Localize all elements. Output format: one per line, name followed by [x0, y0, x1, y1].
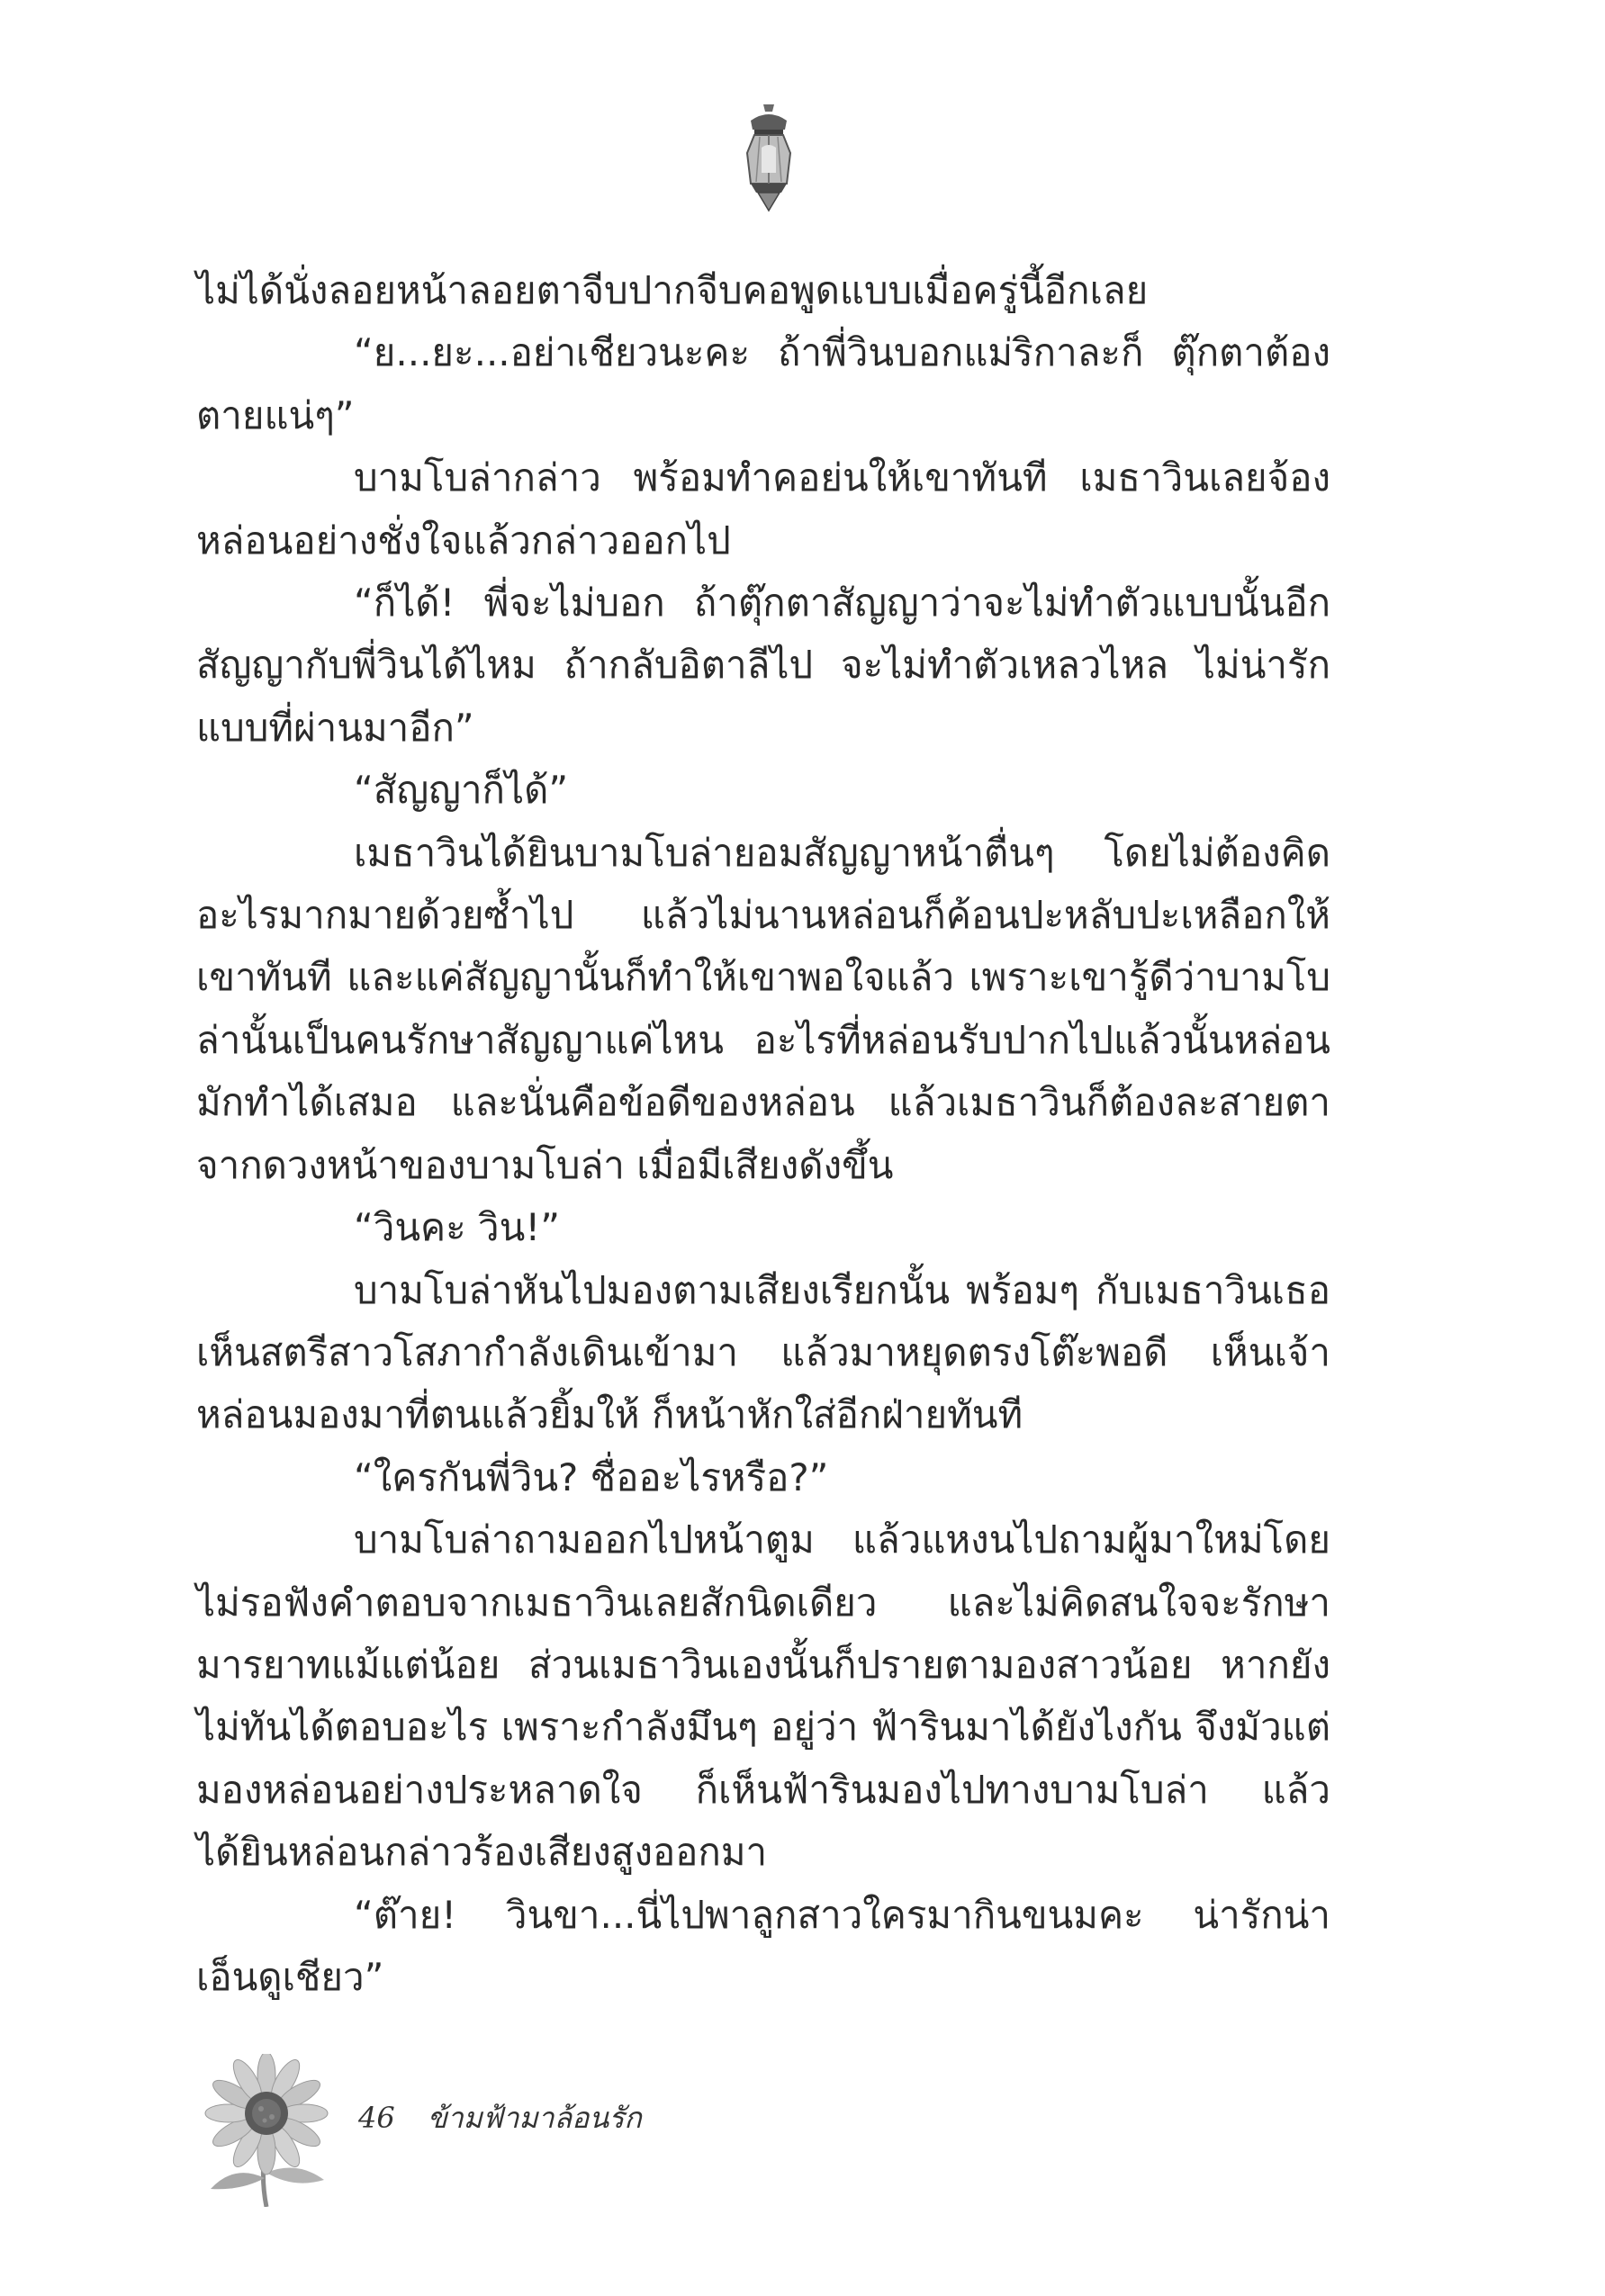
book-title: ข้ามฟ้ามาล้อนรัก: [427, 2101, 642, 2135]
story-paragraph: “ต๊าย! วินขา...นี่ไปพาลูกสาวใครมากินขนมคะ น่ารักน่าเอ็นดูเชียว”: [196, 1892, 1330, 1999]
story-paragraph: เมธาวินได้ยินบามโบล่ายอมสัญญาหน้าตื่นๆ โดยไม่ต้องคิดอะไรมากมายด้วยซ้ำไป แล้วไม่นานหล่อนก็ค้อนปะหลับปะเหลือกให้เขาทันที และแค่สัญญานั้นก็ทำให้เขาพอใจแล้ว เพราะเขารู้ดีว่าบามโบล่านั้นเป็นคนรักษาสัญญาแค่ไหน อะไรที่หล่อนรับปากไปแล้วนั้นหล่อนมักทำได้เสมอ และนั่นคือข้อดีของหล่อน แล้วเมธาวินก็ต้องละสายตาจากดวงหน้าของบามโบล่า เมื่อมีเสียงดังขึ้น: [196, 830, 1330, 1187]
story-paragraph: บามโบล่าถามออกไปหน้าตูม แล้วแหงนไปถามผู้มาใหม่โดยไม่รอฟังคำตอบจากเมธาวินเลยสักนิดเดียว และไม่คิดสนใจจะรักษามารยาทแม้แต่น้อย ส่วนเมธาวินเองนั้นก็ปรายตามองสาวน้อย หากยังไม่ทันได้ตอบอะไร เพราะกำลังมึนๆ อยู่ว่า ฟ้ารินมาได้ยังไงกัน จึงมัวแต่มองหล่อนอย่างประหลาดใจ ก็เห็นฟ้ารินมองไปทางบามโบล่า แล้วได้ยินหล่อนกล่าวร้องเสียงสูงออกมา: [196, 1517, 1330, 1875]
story-paragraph: บามโบล่ากล่าว พร้อมทำคอย่นให้เขาทันที เมธาวินเลยจ้องหล่อนอย่างชั่งใจแล้วกล่าวออกไป: [196, 455, 1330, 563]
page-footer: [358, 2095, 642, 2141]
story-paragraph: บามโบล่าหันไปมองตามเสียงเรียกนั้น พร้อมๆ กับเมธาวินเธอเห็นสตรีสาวโสภากำลังเดินเข้ามา แล้วมาหยุดตรงโต๊ะพอดี เห็นเจ้าหล่อนมองมาที่ตนแล้วยิ้มให้ ก็หน้าหักใส่อีกฝ่ายทันที: [196, 1267, 1330, 1437]
page-number: 46: [358, 2101, 395, 2135]
story-paragraph: ไม่ได้นั่งลอยหน้าลอยตาจีบปากจีบคอพูดแบบเมื่อครู่นี้อีกเลย: [196, 268, 1149, 312]
story-paragraph: “สัญญาก็ได้”: [354, 768, 569, 813]
story-text: [196, 259, 1330, 2008]
story-paragraph: “วินคะ วิน!”: [354, 1205, 560, 1250]
story-paragraph: “ใครกันพี่วิน? ชื่ออะไรหรือ?”: [354, 1454, 829, 1499]
lantern-ornament-icon: [736, 101, 801, 216]
story-paragraph: “ย...ยะ...อย่าเชียวนะคะ ถ้าพี่วินบอกแม่ริกาละก็ ตุ๊กตาต้องตายแน่ๆ”: [196, 330, 1330, 437]
story-paragraph: “ก็ได้! พี่จะไม่บอก ถ้าตุ๊กตาสัญญาว่าจะไม่ทำตัวแบบนั้นอีก สัญญากับพี่วินได้ไหม ถ้ากลับอิตาลีไป จะไม่ทำตัวเหลวไหล ไม่น่ารักแบบที่ผ่านมาอีก”: [196, 581, 1330, 750]
sunflower-icon: [189, 2054, 342, 2207]
